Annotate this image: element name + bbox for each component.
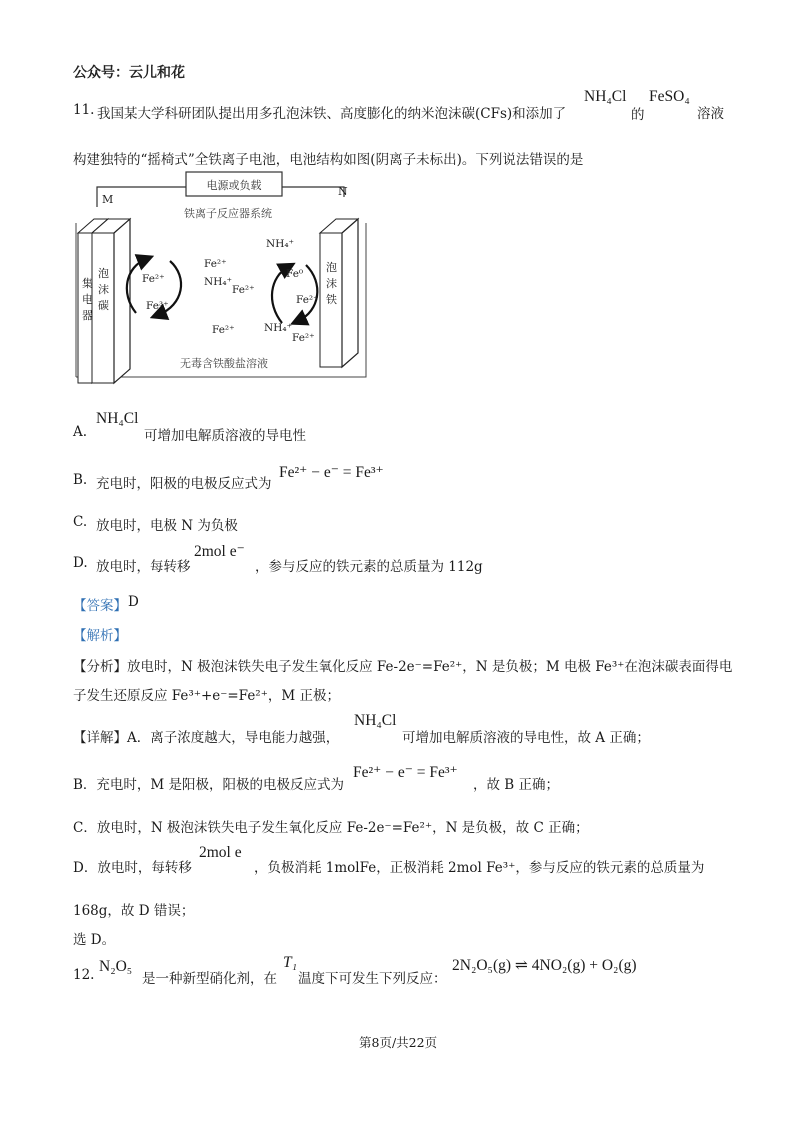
detail-d-text-3: 168g，故 D 错误； <box>73 903 195 919</box>
option-b-label: B. <box>73 472 88 488</box>
question-11-nh4cl-formula: NH₄Cl <box>584 88 627 105</box>
watermark-text: 公众号：云儿和花 <box>73 65 185 81</box>
collector-char-1: 集 <box>82 277 93 290</box>
foam-iron-char-3: 铁 <box>326 293 337 306</box>
reactor-system-label: 铁离子反应器系统 <box>184 207 272 220</box>
answer-value: D <box>128 594 139 610</box>
mid-fe2-bottom: Fe²⁺ <box>212 324 235 336</box>
mid-fe2-top: Fe²⁺ <box>204 258 227 270</box>
wire-right <box>282 187 344 197</box>
foam-carbon-char-1: 泡 <box>98 267 109 280</box>
detail-d-formula: 2mol e <box>199 844 242 861</box>
power-load-label: 电源或负载 <box>206 179 262 192</box>
foam-iron-char-1: 泡 <box>326 261 337 274</box>
answer-tag: 【答案】 <box>73 598 127 614</box>
option-c-label: C. <box>73 514 88 530</box>
question-11-stem-line2: 构建独特的“摇椅式”全铁离子电池，电池结构如图(阴离子未标出)。下列说法错误的是 <box>73 152 584 168</box>
detail-tag: 【详解】 <box>73 730 127 746</box>
electrode-m-label: M <box>102 193 114 206</box>
electrode-n-label: N <box>338 185 348 198</box>
left-fe3-ion: Fe³⁺ <box>146 300 169 312</box>
option-b-text: 充电时，阳极的电极反应式为 <box>96 476 272 492</box>
option-d-label: D. <box>73 555 88 571</box>
fenxi-line-2: 子发生还原反应 Fe³⁺+e⁻=Fe²⁺，M 正极； <box>73 688 340 704</box>
battery-diagram <box>70 165 370 390</box>
question-11-de: 的 <box>631 107 645 123</box>
foam-iron-char-2: 沫 <box>326 277 337 290</box>
right-fe0: Fe⁰ <box>286 268 304 280</box>
option-a-formula: NH₄Cl <box>96 410 139 427</box>
mid-nh4: NH₄⁺ <box>204 276 233 288</box>
fenxi-line-1: 放电时，N 极泡沫铁失电子发生氧化反应 Fe-2e⁻=Fe²⁺，N 是负极；M 电极 Fe³⁺在泡沫碳表面得电 <box>127 659 733 675</box>
question-12-number: 12. <box>73 967 95 983</box>
solution-label: 无毒含铁酸盐溶液 <box>180 357 268 370</box>
right-nh4-top: NH₄⁺ <box>266 238 295 250</box>
fenxi-tag: 【分析】 <box>73 659 127 675</box>
left-fe2-ion: Fe²⁺ <box>142 273 165 285</box>
mid-fe2-side: Fe²⁺ <box>232 284 255 296</box>
detail-a-text-2: 可增加电解质溶液的导电性，故 A 正确； <box>402 730 650 746</box>
analysis-tag: 【解析】 <box>73 628 127 644</box>
collector-char-2: 电 <box>82 293 93 306</box>
question-11-stem-solution: 溶液 <box>697 106 724 122</box>
option-a-text: 可增加电解质溶液的导电性 <box>144 428 306 444</box>
option-d-text-1: 放电时，每转移 <box>96 559 191 575</box>
question-11-number: 11. <box>73 102 95 118</box>
detail-b-text-1: B．充电时，M 是阳极，阳极的电极反应式为 <box>73 777 345 793</box>
conclusion-text: 选 D。 <box>73 932 116 948</box>
right-nh4-bottom: NH₄⁺ <box>264 322 293 334</box>
question-12-t1: T₁ <box>283 954 298 971</box>
right-fe2: Fe²⁺ <box>296 294 319 306</box>
option-c-text: 放电时，电极 N 为负极 <box>96 518 238 534</box>
detail-b-text-2: ，故 B 正确； <box>473 777 560 793</box>
detail-b-formula: Fe²⁺ − e⁻ = Fe³⁺ <box>353 764 458 781</box>
detail-a-text-1: A．离子浓度越大，导电能力越强， <box>127 730 340 746</box>
collector-char-3: 器 <box>82 309 93 322</box>
detail-a-formula: NH₄Cl <box>354 712 397 729</box>
question-12-text-1: 是一种新型硝化剂，在 <box>142 971 277 987</box>
current-collector <box>78 233 92 383</box>
foam-carbon-char-2: 沫 <box>98 283 109 296</box>
option-d-formula: 2mol e⁻ <box>194 543 245 560</box>
option-a-label: A. <box>73 424 88 440</box>
option-d-text-2: ，参与反应的铁元素的总质量为 112g <box>255 559 483 575</box>
detail-d-text-2: ，负极消耗 1molFe，正极消耗 2mol Fe³⁺，参与反应的铁元素的总质量为 <box>254 860 705 876</box>
question-12-text-2: 温度下可发生下列反应： <box>298 971 447 987</box>
detail-c-text: C．放电时，N 极泡沫铁失电子发生氧化反应 Fe-2e⁻=Fe²⁺，N 是负极，故 C 正确； <box>73 820 589 836</box>
question-11-stem-line1: 我国某大学科研团队提出用多孔泡沫铁、高度膨化的纳米泡沫碳(CFs)和添加了 <box>97 106 567 122</box>
question-11-feso4-formula: FeSO₄ <box>649 88 690 105</box>
option-b-formula: Fe²⁺ − e⁻ = Fe³⁺ <box>279 464 384 481</box>
page-footer: 第8页/共22页 <box>359 1035 438 1050</box>
question-12-equation: 2N₂O₅(g) ⇌ 4NO₂(g) + O₂(g) <box>452 957 637 974</box>
foam-carbon-char-3: 碳 <box>98 299 109 312</box>
detail-d-text-1: D．放电时，每转移 <box>73 860 192 876</box>
question-12-n2o5: N₂O₅ <box>99 958 133 975</box>
right-fe2-bottom: Fe²⁺ <box>292 332 315 344</box>
